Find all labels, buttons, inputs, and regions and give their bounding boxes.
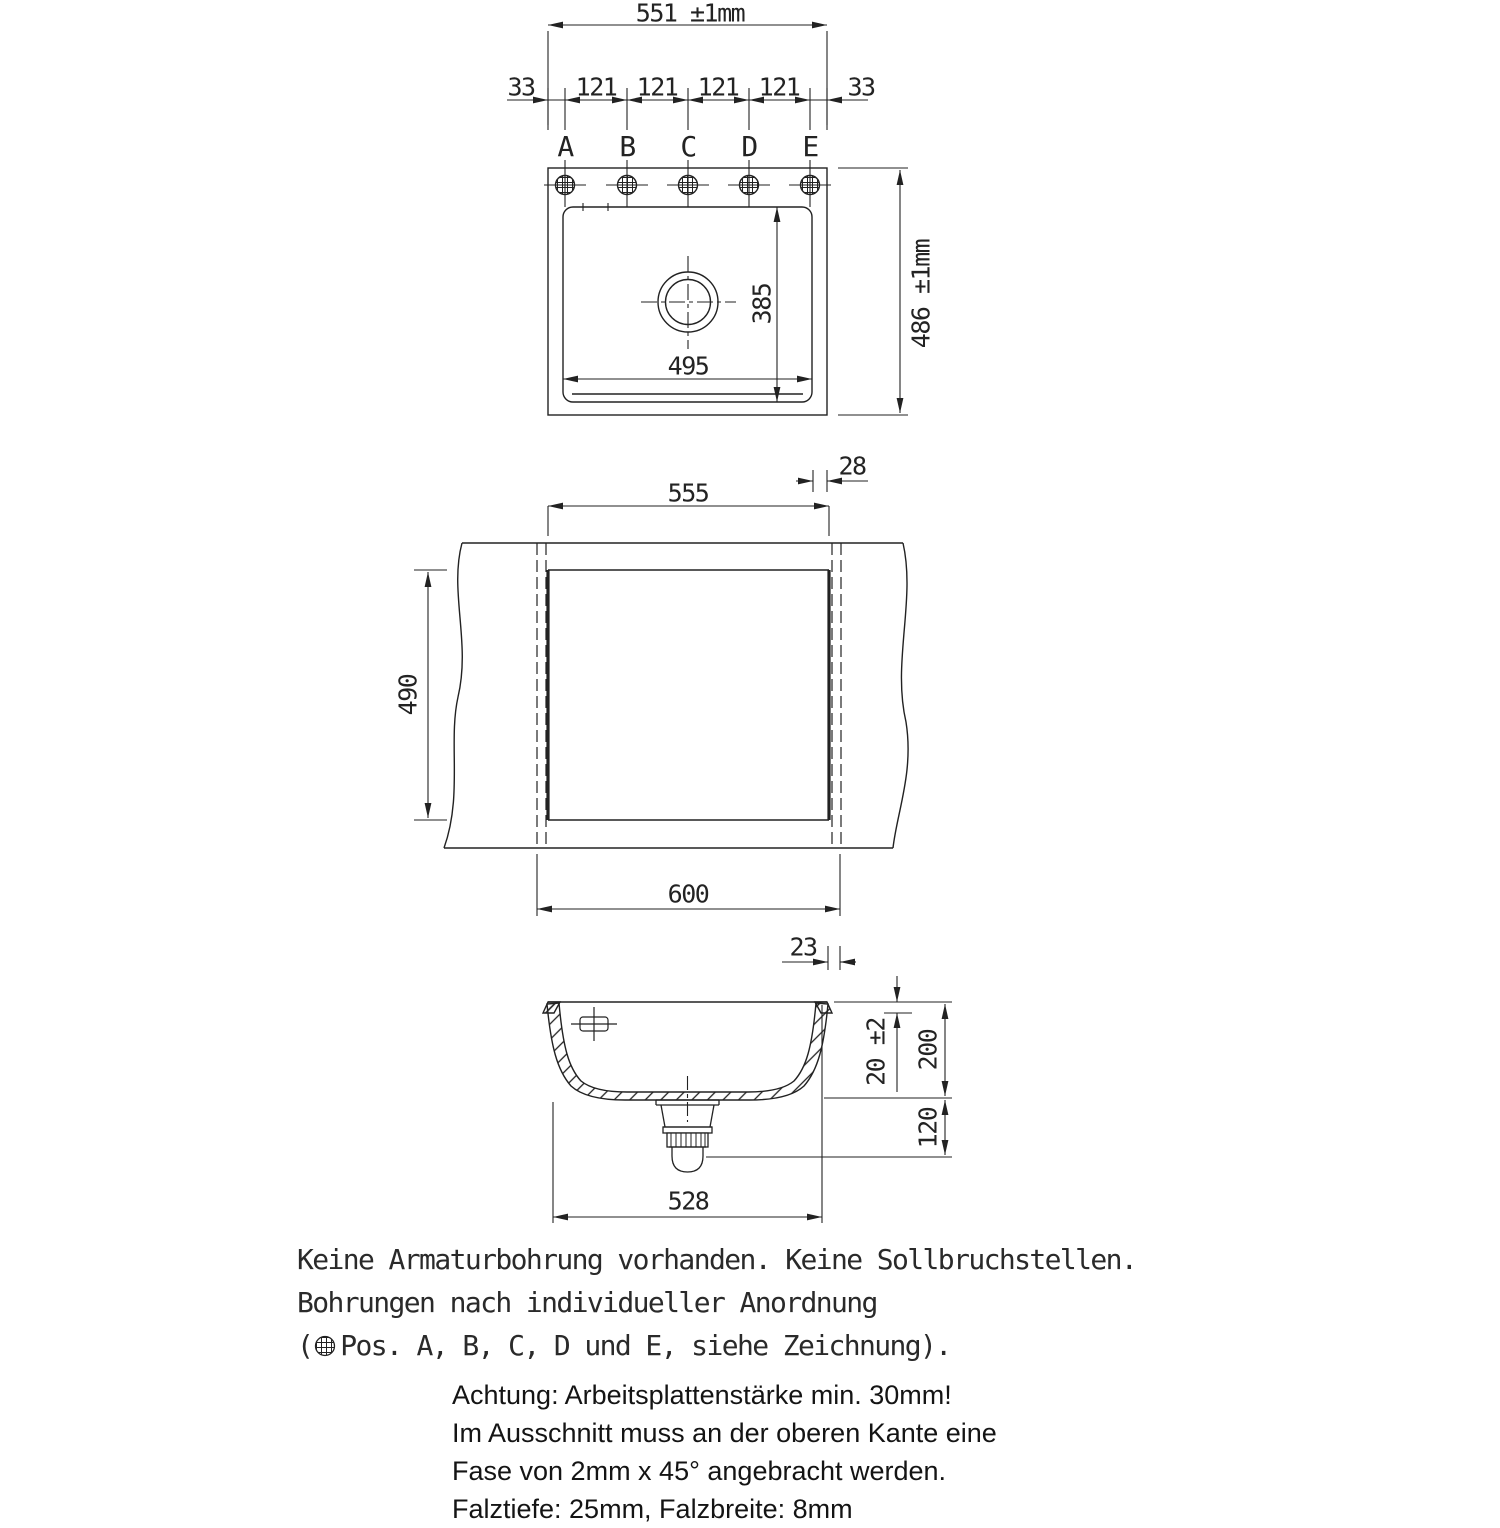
dim-bowl-width: 495 [667, 351, 709, 381]
dim-chain-121-3: 121 [697, 72, 739, 102]
plan-chain-dim-lines [507, 88, 868, 130]
dim-bowl-depth: 385 [747, 283, 777, 325]
note-line-3-suffix: Pos. A, B, C, D und E, siehe Zeichnung). [340, 1329, 951, 1362]
hole-label-e: E [802, 130, 818, 163]
dim-chain-121-4: 121 [758, 72, 800, 102]
break-line-right [893, 543, 908, 848]
dim-chain-121-1: 121 [575, 72, 617, 102]
dim-cutout-width: 555 [667, 478, 709, 508]
cutout-cabinet-dashed [537, 543, 841, 848]
dim-edge-gap: 23 [789, 932, 817, 962]
dim-chain-33-right: 33 [847, 72, 875, 102]
warning-line-1: Achtung: Arbeitsplattenstärke min. 30mm! [452, 1380, 952, 1410]
warning-line-3: Fase von 2mm x 45° angebracht werden. [452, 1456, 947, 1486]
warning-line-2: Im Ausschnitt muss an der oberen Kante eine [452, 1418, 997, 1448]
note-line-2: Bohrungen nach individueller Anordnung [297, 1286, 877, 1319]
cutout-countertop [444, 543, 908, 848]
dim-edge-offset: 28 [838, 451, 866, 481]
dim-rim-thickness: 20 ±2 [861, 1018, 891, 1086]
warning-line-4: Falztiefe: 25mm, Falzbreite: 8mm [452, 1494, 853, 1524]
drain-fitting [656, 1076, 719, 1172]
warning-block [452, 1376, 997, 1528]
dim-cutout-depth: 490 [393, 674, 423, 716]
drill-position-icon [314, 1335, 336, 1357]
hole-label-b: B [619, 130, 635, 163]
dim-drain-height: 120 [913, 1107, 943, 1149]
plan-drill-holes [556, 176, 820, 195]
cutout-opening [548, 570, 829, 820]
hole-label-d: D [741, 130, 757, 163]
break-line-left [444, 543, 462, 848]
dim-cabinet-width: 600 [667, 879, 709, 909]
overflow-symbol [571, 1007, 617, 1041]
dim-overall-width: 551 ±1mm [635, 0, 745, 28]
dim-chain-33-left: 33 [507, 72, 535, 102]
hole-label-c: C [680, 130, 696, 163]
notes-block [297, 1238, 1136, 1367]
plan-drain [641, 256, 736, 349]
cutout-dims [414, 506, 856, 970]
section-view [543, 976, 952, 1223]
dim-overall-depth: 486 ±1mm [906, 239, 936, 349]
note-line-3-prefix: ( [297, 1329, 313, 1362]
note-line-3 [297, 1324, 1136, 1367]
dim-bowl-height: 200 [913, 1029, 943, 1071]
plan-dim-486-lines [838, 168, 908, 415]
hole-label-a: A [557, 130, 573, 163]
dim-chain-121-2: 121 [636, 72, 678, 102]
dim-bottom-width: 528 [667, 1186, 709, 1216]
cutout-view [414, 506, 908, 970]
note-line-1: Keine Armaturbohrung vorhanden. Keine Sollbruchstellen. [297, 1243, 1137, 1276]
